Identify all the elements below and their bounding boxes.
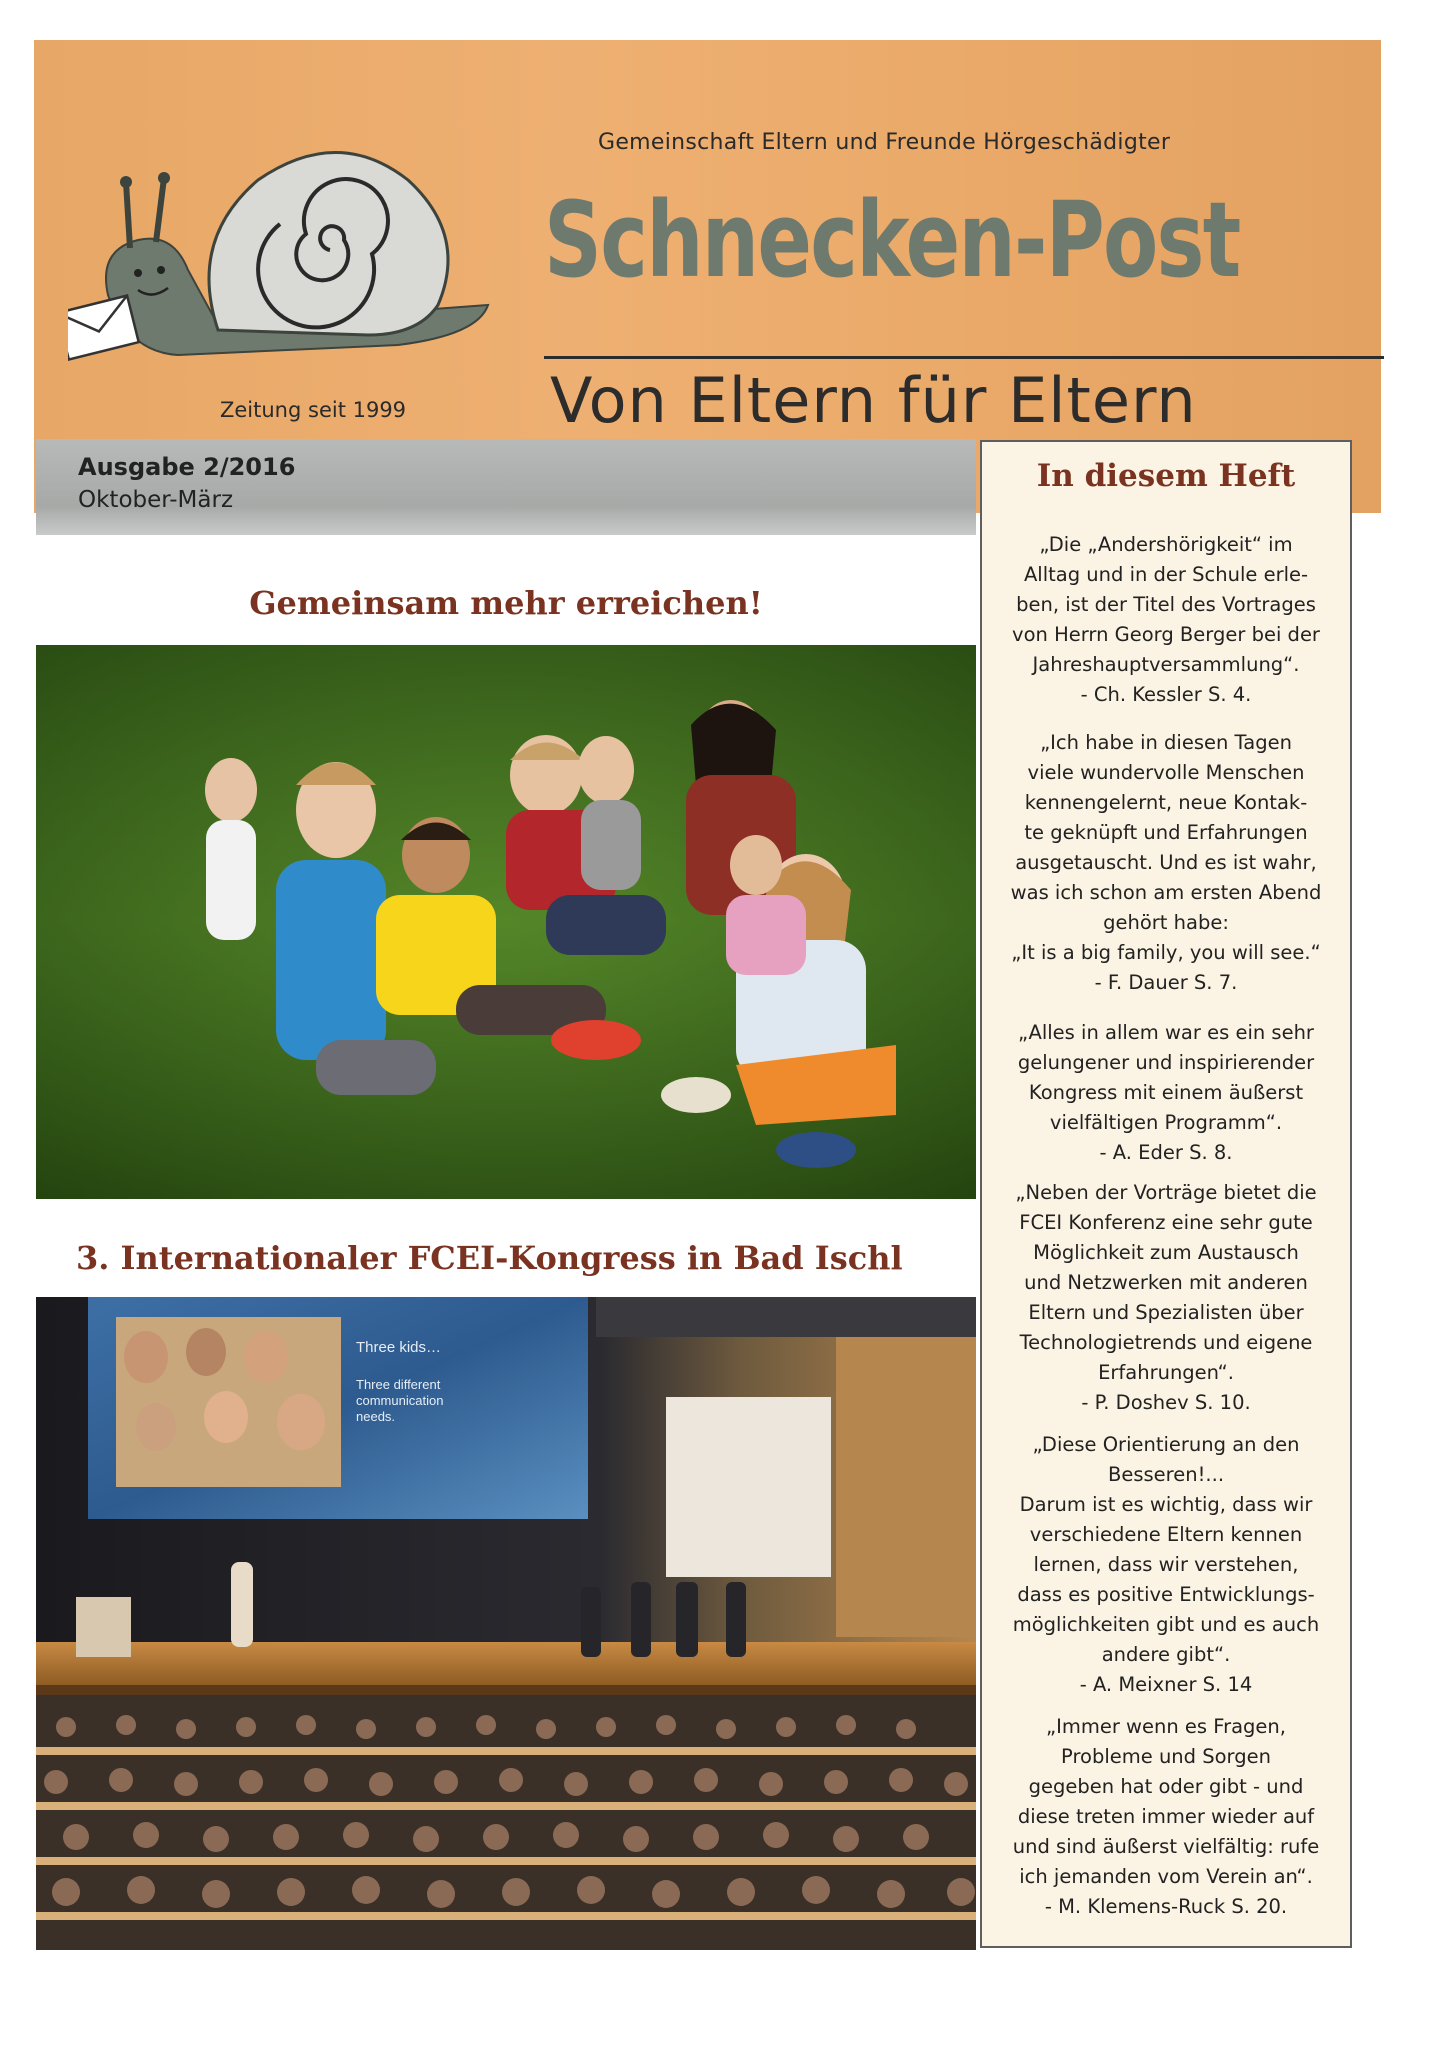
quote-block [996,1018,1336,1168]
quote-line: „Immer wenn es Fragen, [1046,1715,1286,1738]
quote-line: verschiedene Eltern kennen [1029,1523,1303,1546]
since-label: Zeitung seit 1999 [220,398,407,422]
title-divider [544,356,1384,359]
snail-with-letter-icon [68,130,508,370]
quote-line: Jahreshauptversammlung“. [1032,653,1300,676]
quote-line: „Ich habe in diesen Tagen [1040,731,1292,754]
quote-author: - A. Meixner S. 14 [1079,1673,1253,1696]
quote-line: Erfahrungen“. [1098,1361,1234,1384]
quote-line: lernen, dass wir verstehen, [1033,1553,1299,1576]
children-on-grass-photo [36,645,976,1199]
quote-line: Alltag und in der Schule erle- [1023,563,1309,586]
quote-block [996,1178,1336,1418]
quote-block [996,530,1336,710]
side-screen [666,1397,831,1577]
quote-author: - M. Klemens-Ruck S. 20. [1044,1895,1288,1918]
quote-line: möglichkeiten gibt und es auch [1012,1613,1320,1636]
quote-line: ich jemanden vom Verein an“. [1019,1865,1313,1888]
quote-line: Besseren!... [1107,1463,1225,1486]
slide-text-line: communication [356,1393,444,1408]
quote-author: - Ch. Kessler S. 4. [1080,683,1252,706]
quote-line: Eltern und Spezialisten über [1028,1301,1304,1324]
quote-author: - A. Eder S. 8. [1099,1141,1233,1164]
slide-text-line: Three kids… [356,1339,442,1356]
quote-line: viele wundervolle Menschen [1027,761,1305,784]
newspaper-title: Schnecken-Post [544,179,1240,301]
quote-line: Möglichkeit zum Austausch [1033,1241,1299,1264]
quote-block [996,728,1336,998]
quote-line: andere gibt“. [1101,1643,1231,1666]
headline-secondary: 3. Internationaler FCEI-Kongress in Bad Ischl [76,1239,903,1277]
quote-line: ausgetauscht. Und es ist wahr, [1015,851,1317,874]
quote-line: gegeben hat oder gibt - und [1028,1775,1304,1798]
issue-bar [36,439,976,535]
quote-line: und sind äußerst vielfältig: rufe [1012,1835,1320,1858]
sidebar-title: In diesem Heft [1036,458,1296,494]
main-column [36,439,976,1950]
quote-line: Probleme und Sorgen [1061,1745,1271,1768]
quote-line: te geknüpft und Erfahrungen [1024,821,1308,844]
quote-line: diese treten immer wieder auf [1017,1805,1315,1828]
headline-primary: Gemeinsam mehr erreichen! [249,584,763,622]
quote-line: kennengelernt, neue Kontak- [1024,791,1308,814]
quote-block [996,1430,1336,1700]
quote-line: FCEI Konferenz eine sehr gute [1019,1211,1313,1234]
quote-line: und Netzwerken mit anderen [1024,1271,1308,1294]
organization-name: Gemeinschaft Eltern und Freunde Hörgeschädigter [598,130,1171,155]
quote-line: dass es positive Entwicklungs- [1017,1583,1315,1606]
slide-text-line: needs. [356,1409,396,1424]
congress-auditorium-photo [36,1297,976,1950]
quote-author: - P. Doshev S. 10. [1081,1391,1251,1414]
quote-line: Technologietrends und eigene [1019,1331,1313,1354]
issue-number: Ausgabe 2/2016 [78,453,296,481]
quote-line: vielfältigen Programm“. [1049,1111,1283,1134]
quote-block [996,1712,1336,1922]
tagline: Von Eltern für Eltern [550,364,1197,437]
quote-line: ben, ist der Titel des Vortrages [1016,593,1316,616]
quote-line: gehört habe: [1103,911,1229,934]
quote-line: „Diese Orientierung an den [1032,1433,1300,1456]
quote-line: Kongress mit einem äußerst [1028,1081,1304,1104]
quote-line: gelungener und inspirierender [1017,1051,1315,1074]
quote-author: - F. Dauer S. 7. [1094,971,1238,994]
quote-line: „Die „Andershörigkeit“ im [1039,533,1293,556]
contents-sidebar [980,440,1352,1948]
issue-months: Oktober-März [78,487,234,513]
quote-line: Darum ist es wichtig, dass wir [1019,1493,1313,1516]
quote-line: von Herrn Georg Berger bei der [1012,623,1320,646]
child-figure [205,758,257,940]
quote-line: was ich schon am ersten Abend [1010,881,1322,904]
quote-line: „Alles in allem war es ein sehr [1018,1021,1314,1044]
quote-line: „Neben der Vorträge bietet die [1015,1181,1317,1204]
quote-line: „It is a big family, you will see.“ [1011,941,1321,964]
slide-text-line: Three different [356,1377,441,1392]
